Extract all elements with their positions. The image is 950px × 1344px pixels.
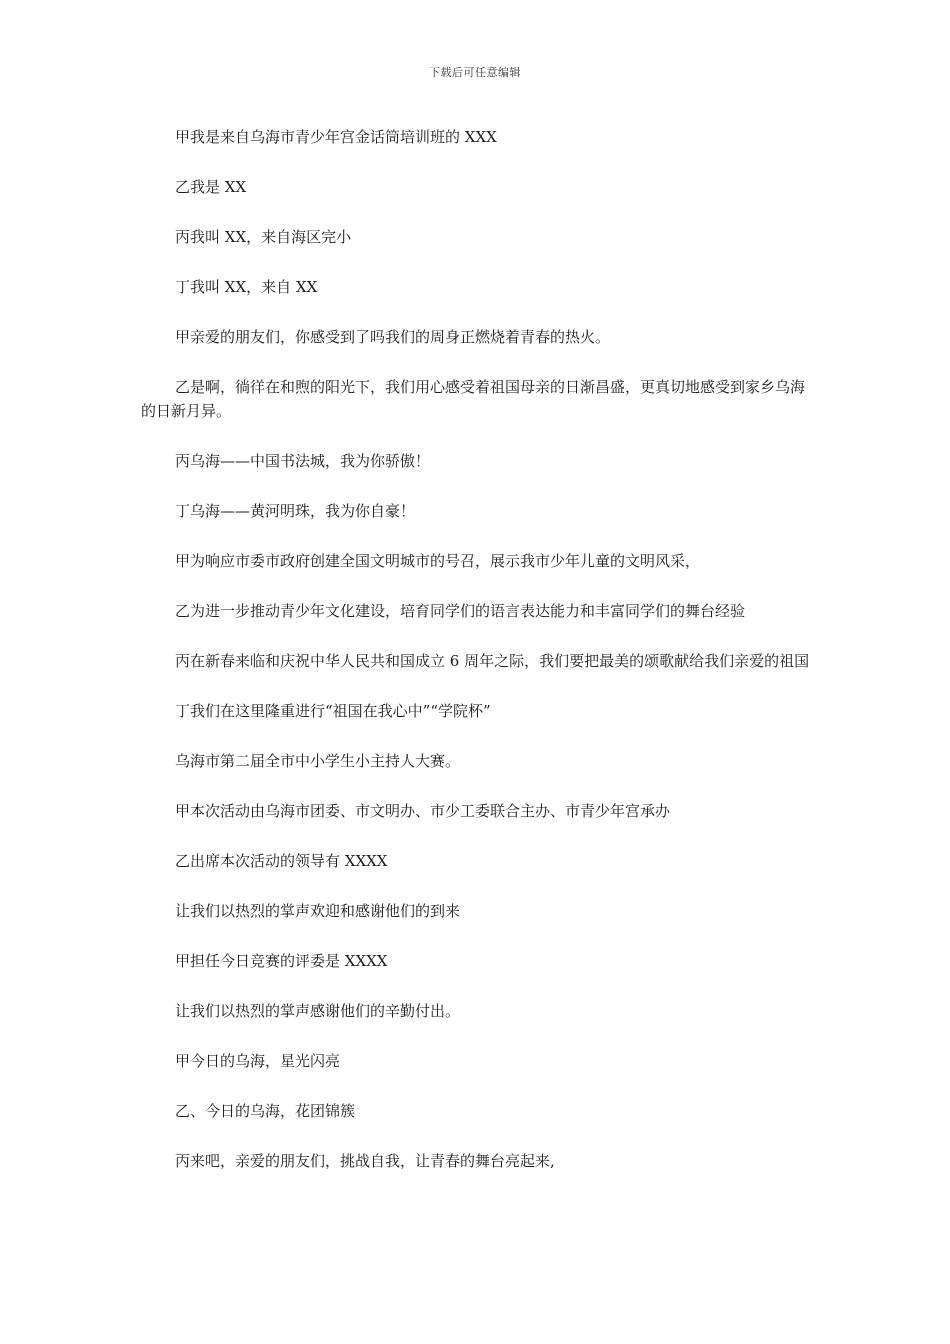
paragraph: 乙为进一步推动青少年文化建设，培育同学们的语言表达能力和丰富同学们的舞台经验 — [175, 602, 746, 620]
paragraph: 让我们以热烈的掌声感谢他们的辛勤付出。 — [175, 1002, 461, 1020]
paragraph: 乙是啊，徜徉在和煦的阳光下，我们用心感受着祖国母亲的日渐昌盛，更真切地感受到家乡乌海的日新月异。 — [141, 378, 806, 420]
paragraph: 丙乌海——中国书法城，我为你骄傲！ — [175, 452, 431, 470]
paragraph: 甲我是来自乌海市青少年宫金话筒培训班的 XXX — [175, 128, 497, 146]
paragraph: 乌海市第二届全市中小学生小主持人大赛。 — [175, 752, 461, 770]
paragraph: 丁我叫 XX，来自 XX — [175, 278, 318, 296]
paragraph: 乙我是 XX — [175, 178, 247, 196]
paragraph: 让我们以热烈的掌声欢迎和感谢他们的到来 — [175, 902, 461, 920]
paragraph: 甲担任今日竞赛的评委是 XXXX — [175, 952, 388, 970]
paragraph: 甲亲爱的朋友们，你感受到了吗我们的周身正燃烧着青春的热火。 — [175, 328, 611, 346]
paragraph: 乙、今日的乌海，花团锦簇 — [175, 1102, 356, 1120]
paragraph: 丙我叫 XX，来自海区完小 — [175, 228, 352, 246]
paragraph: 甲为响应市委市政府创建全国文明城市的号召，展示我市少年儿童的文明风采， — [175, 552, 701, 570]
paragraph: 丙在新春来临和庆祝中华人民共和国成立 6 周年之际，我们要把最美的颂歌献给我们亲爱的祖国 — [175, 652, 810, 670]
paragraph: 甲今日的乌海，星光闪亮 — [175, 1052, 341, 1070]
paragraph: 丁我们在这里隆重进行“祖国在我心中”“学院杯” — [175, 702, 491, 720]
paragraph: 丙来吧，亲爱的朋友们，挑战自我，让青春的舞台亮起来, — [175, 1152, 555, 1170]
paragraph: 甲本次活动由乌海市团委、市文明办、市少工委联合主办、市青少年宫承办 — [175, 802, 671, 820]
page-header-note: 下载后可任意编辑 — [429, 66, 521, 79]
paragraph: 乙出席本次活动的领导有 XXXX — [175, 852, 388, 870]
document-body — [141, 125, 813, 1199]
paragraph: 丁乌海——黄河明珠，我为你自豪！ — [175, 502, 416, 520]
